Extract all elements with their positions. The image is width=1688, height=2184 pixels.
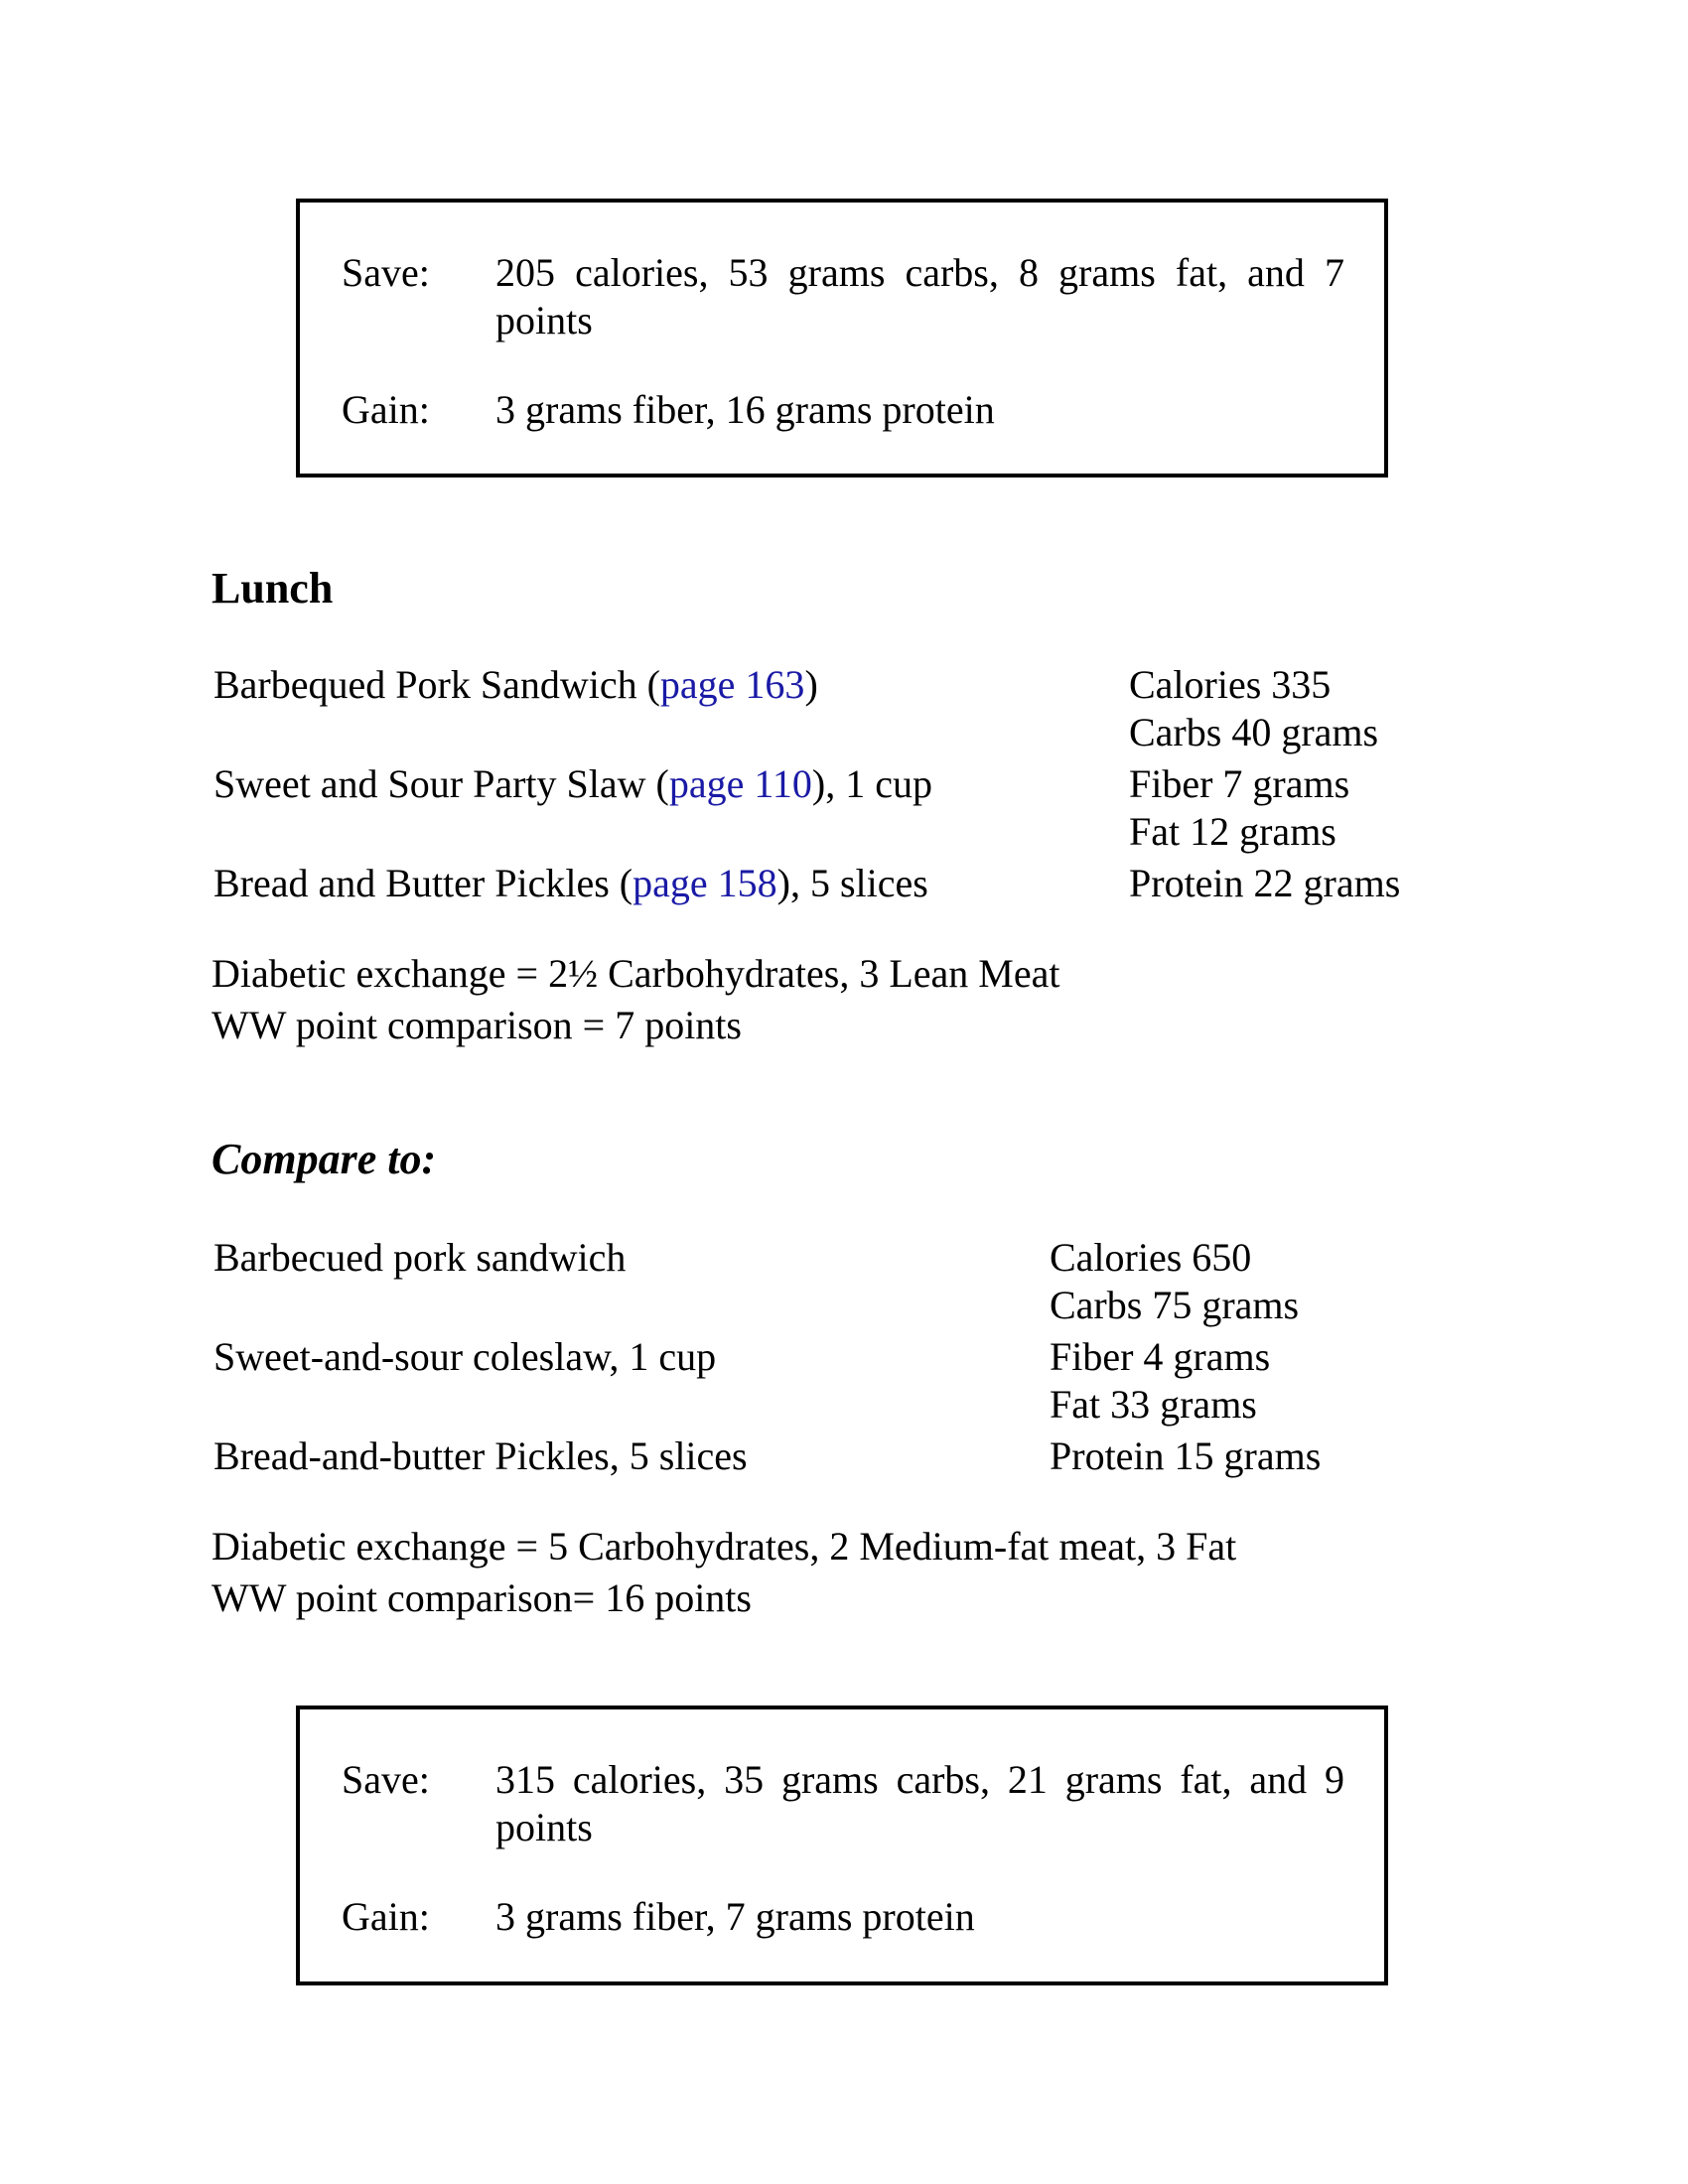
gain-label: Gain: [342,387,430,432]
save-label: Save: [342,250,430,295]
page-link[interactable]: page 163 [659,662,805,707]
item-paren: ( [609,861,633,905]
item-suffix: ) [804,662,818,707]
compare-ww-points: WW point comparison= 16 points [211,1575,752,1620]
gain-text: 3 grams fiber, 7 grams protein [495,1894,975,1939]
savings-box-bottom [296,1706,1388,1985]
page-link[interactable]: page 110 [668,761,812,806]
lunch-calories: Calories 335 [1129,662,1332,707]
save-label: Save: [342,1757,430,1802]
lunch-carbs: Carbs 40 grams [1129,710,1379,754]
save-text: 205 calories, 53 grams carbs, 8 grams fat, and 7 points [495,250,1344,342]
compare-item: Sweet-and-sour coleslaw, 1 cup [213,1334,717,1379]
gain-text: 3 grams fiber, 16 grams protein [495,387,995,432]
lunch-fat: Fat 12 grams [1129,809,1336,854]
compare-calories: Calories 650 [1050,1235,1252,1280]
item-suffix: ), 5 slices [776,861,928,905]
item-paren: ( [636,662,660,707]
lunch-item [213,661,818,709]
lunch-item [213,760,932,808]
lunch-item [213,860,928,907]
item-paren: ( [645,761,669,806]
item-suffix: ), 1 cup [811,761,932,806]
item-name: Barbequed Pork Sandwich [213,662,637,707]
item-name: Bread and Butter Pickles [213,861,610,905]
item-name: Sweet and Sour Party Slaw [213,761,646,806]
compare-carbs: Carbs 75 grams [1050,1283,1300,1327]
compare-item: Bread-and-butter Pickles, 5 slices [213,1433,748,1478]
lunch-fiber: Fiber 7 grams [1129,761,1350,806]
lunch-protein: Protein 22 grams [1129,861,1401,905]
page-link[interactable]: page 158 [633,861,777,905]
gain-label: Gain: [342,1894,430,1939]
lunch-ww-points: WW point comparison = 7 points [211,1003,742,1047]
compare-protein: Protein 15 grams [1050,1433,1322,1478]
compare-heading: Compare to: [211,1135,437,1183]
savings-box-top [296,199,1388,478]
compare-item: Barbecued pork sandwich [213,1235,627,1280]
compare-fat: Fat 33 grams [1050,1382,1257,1427]
compare-diabetic-exchange: Diabetic exchange = 5 Carbohydrates, 2 Medium-fat meat, 3 Fat [211,1524,1237,1569]
compare-fiber: Fiber 4 grams [1050,1334,1271,1379]
save-text: 315 calories, 35 grams carbs, 21 grams fat, and 9 points [495,1757,1344,1849]
lunch-heading: Lunch [211,564,334,613]
lunch-diabetic-exchange: Diabetic exchange = 2½ Carbohydrates, 3 Lean Meat [211,951,1060,996]
